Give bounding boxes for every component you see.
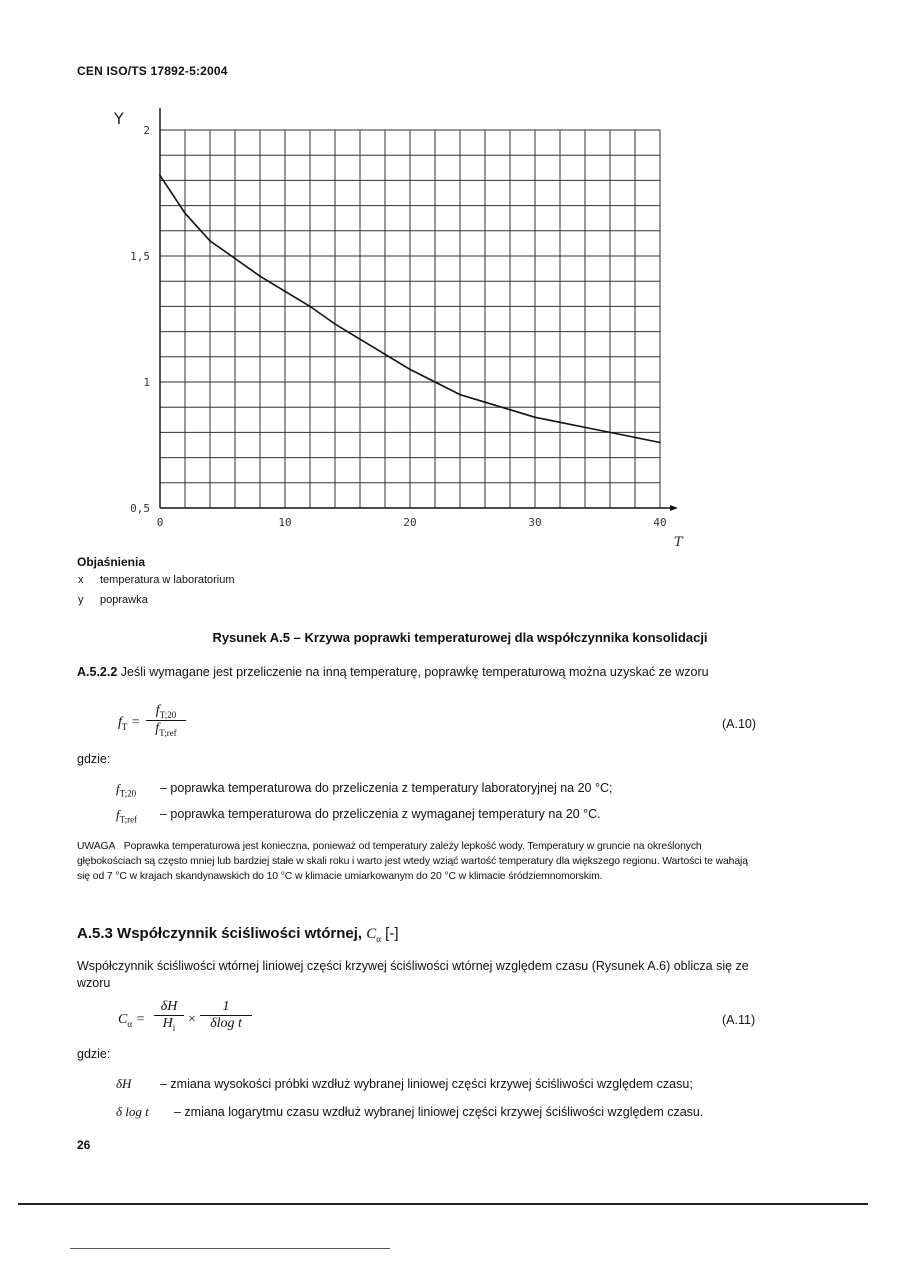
bottom-rule: [18, 1203, 868, 1205]
curve-point: [384, 353, 386, 355]
x-tick-label: 40: [653, 516, 667, 529]
legend-item: [78, 594, 148, 606]
paragraph-a522: [77, 664, 763, 681]
legend-text: temperatura w laboratorium: [100, 574, 235, 586]
y-axis-label: Y: [114, 109, 124, 128]
curve-point: [159, 174, 161, 176]
x-axis-arrow: [670, 505, 678, 511]
x-tick-label: 0: [156, 516, 164, 529]
x-axis-label: T: [674, 535, 683, 550]
eq-subscript: T: [121, 721, 128, 732]
eq-subscript: T;20: [159, 709, 177, 720]
def-symbol: δH: [116, 1076, 132, 1091]
paragraph-a53: Współczynnik ściśliwości wtórnej liniowej części krzywej ściśliwości wtórnej względem czasu (Rysunek A.6) oblicza się ze wzoru: [77, 959, 749, 990]
curve-point: [509, 409, 511, 411]
section-heading: [77, 925, 399, 944]
legend-title: Objaśnienia: [77, 555, 146, 569]
bottom-rule-short: [70, 1248, 390, 1249]
def-text: – zmiana wysokości próbki wzdłuż wybranej liniowej części krzywej ściśliwości względem czasu;: [160, 1077, 693, 1091]
figure-caption: Rysunek A.5 – Krzywa poprawki temperaturowej dla współczynnika konsolidacji: [212, 630, 708, 645]
x-tick-label: 30: [528, 516, 542, 529]
eq-subscript: α: [127, 1018, 133, 1029]
document-header: CEN ISO/TS 17892-5:2004: [77, 64, 228, 78]
eq-subscript: i: [172, 1022, 176, 1033]
note-text: Poprawka temperaturowa jest konieczna, ponieważ od temperatury zależy lepkość wody. Temperatury w gruncie na określonych głębokościach są często mniej lub bardziej stałe w skali roku i warto jest wtedy wziąć wartość temperatury dla większego regionu. Wartości te wahają się od 7 °C w krajach skandynawskich do 10 °C w klimacie umiarkowanym do 20 °C w klimacie śródziemnomorskim.: [77, 841, 748, 882]
equation-a11-lhs: $C_\alpha$ =: [118, 1012, 146, 1029]
eq-symbol: f: [155, 703, 160, 718]
y-tick-label: 1: [143, 376, 150, 389]
definition-item: [116, 806, 137, 825]
curve-point: [434, 381, 436, 383]
legend-key: y: [78, 594, 84, 606]
clause-number: A.5.2.2: [77, 665, 118, 679]
page-number: 26: [77, 1138, 91, 1152]
equation-number: (A.10): [722, 717, 757, 731]
note: [77, 839, 763, 884]
def-text: – zmiana logarytmu czasu wzdłuż wybranej liniowej części krzywej ściśliwości względem czasu.: [174, 1105, 704, 1119]
section-number: A.5.3: [77, 925, 113, 942]
temperature-correction-chart: [100, 98, 690, 558]
definition-item: [116, 780, 136, 799]
curve-point: [559, 421, 561, 423]
x-tick-label: 20: [403, 516, 417, 529]
y-tick-label: 0,5: [130, 502, 150, 515]
curve-point: [184, 212, 186, 214]
eq-symbol: C: [118, 1012, 128, 1027]
curve-point: [334, 323, 336, 325]
section-title: Współczynnik ściśliwości wtórnej,: [117, 925, 363, 942]
where-label: gdzie:: [77, 1047, 111, 1061]
curve-point: [534, 416, 536, 418]
where-label: gdzie:: [77, 752, 111, 766]
curve-point: [659, 442, 661, 444]
eq-symbol: f: [118, 715, 122, 730]
curve-point: [609, 432, 611, 434]
eq-denominator: δlog t: [200, 1015, 252, 1032]
def-symbol: $f_{T;20}$: [116, 781, 137, 799]
def-text: – poprawka temperaturowa do przeliczenia z wymaganej temperatury na 20 °C.: [160, 807, 601, 821]
times-sign: ×: [188, 1012, 196, 1027]
curve-point: [484, 401, 486, 403]
curve-point: [309, 306, 311, 308]
y-tick-label: 1,5: [130, 250, 150, 263]
curve-point: [259, 275, 261, 277]
curve-point: [234, 258, 236, 260]
eq-subscript: T;ref: [159, 727, 177, 738]
equation-a10-lhs: $f_T$ =: [118, 715, 141, 732]
def-text: – poprawka temperaturowa do przeliczenia z temperatury laboratoryjnej na 20 °C;: [160, 781, 613, 795]
eq-numerator: 1: [222, 999, 230, 1014]
eq-numerator: δH: [160, 999, 178, 1014]
curve-point: [634, 437, 636, 439]
section-symbol: $C_\alpha$: [366, 926, 381, 944]
def-symbol: $f_{T;ref}$: [116, 807, 138, 825]
note-label: UWAGA: [77, 841, 116, 852]
y-tick-label: 2: [143, 124, 150, 137]
curve-point: [584, 426, 586, 428]
equation-a10-fraction: [146, 703, 186, 738]
eq-symbol: H: [162, 1016, 173, 1031]
equation-a11-fraction-2: [200, 999, 252, 1032]
equation-number: (A.11): [722, 1013, 756, 1027]
curve-point: [409, 369, 411, 371]
clause-text: Jeśli wymagane jest przeliczenie na inną temperaturę, poprawkę temperaturową można uzyskać ze wzoru: [120, 665, 709, 679]
legend-key: x: [78, 574, 84, 586]
def-symbol: δ log t: [116, 1104, 149, 1119]
curve-point: [209, 240, 211, 242]
x-tick-label: 10: [278, 516, 292, 529]
curve-point: [359, 338, 361, 340]
equation-a11-fraction-1: [154, 999, 184, 1033]
curve-point: [284, 290, 286, 292]
eq-symbol: f: [155, 720, 160, 736]
curve-point: [459, 394, 461, 396]
legend-text: poprawka: [100, 594, 148, 606]
section-unit: [-]: [385, 925, 399, 942]
legend-item: [78, 574, 235, 586]
